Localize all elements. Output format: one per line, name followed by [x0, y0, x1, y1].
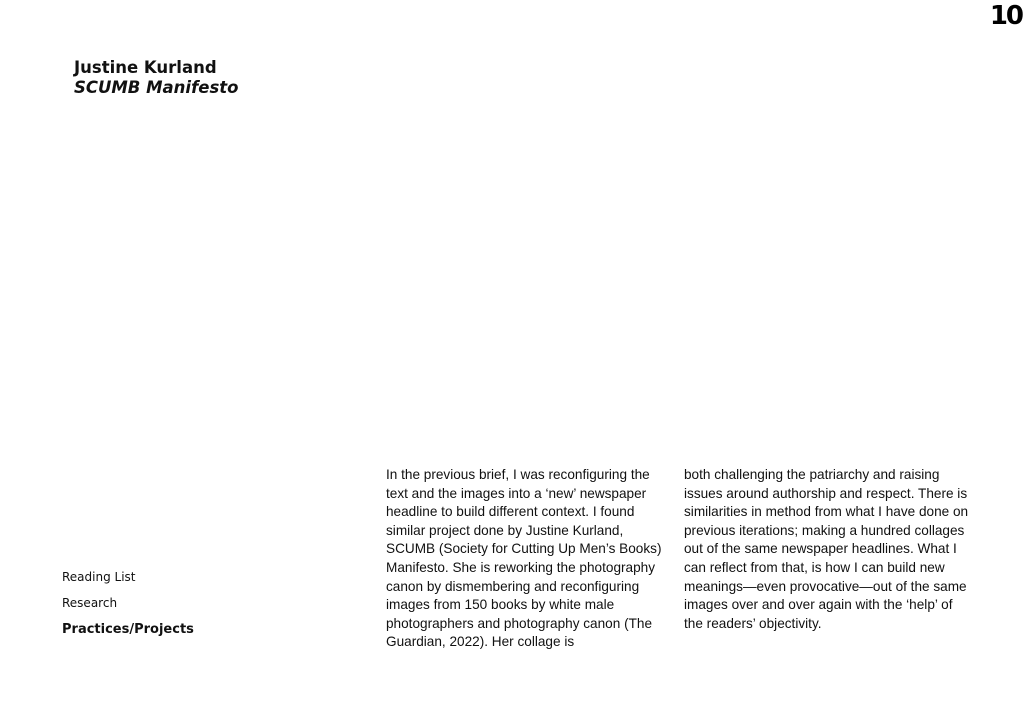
document-header	[74, 58, 239, 98]
section-navigation	[62, 569, 194, 647]
body-text-column-2: both challenging the patriarchy and raising issues around authorship and respect. There is similarities in method from what I have done on previous iterations; making a hundred collages out of the same newspaper headlines. What I can reflect from that, is how I can build new meanings—even provocative—out of the same images over and over again with the ‘help’ of the readers’ objectivity.	[684, 467, 969, 631]
nav-item-practices-projects[interactable]: Practices/Projects	[62, 622, 194, 637]
nav-item-reading-list[interactable]: Reading List	[62, 570, 136, 584]
work-title: SCUMB Manifesto	[74, 78, 239, 97]
body-text-column-1: In the previous brief, I was reconfiguring the text and the images into a ‘new’ newspaper headline to build different context. I found similar project done by Justine Kurland, SCUMB (Society for Cutting Up Men’s Books) Manifesto. She is reworking the photography canon by dismembering and reconfiguring images from 150 books by white male photographers and photography canon (The Guardian, 2022). Her collage is	[386, 467, 662, 650]
author-name: Justine Kurland	[74, 58, 217, 77]
page-number: 10	[989, 1, 1022, 31]
nav-item-research[interactable]: Research	[62, 596, 118, 610]
